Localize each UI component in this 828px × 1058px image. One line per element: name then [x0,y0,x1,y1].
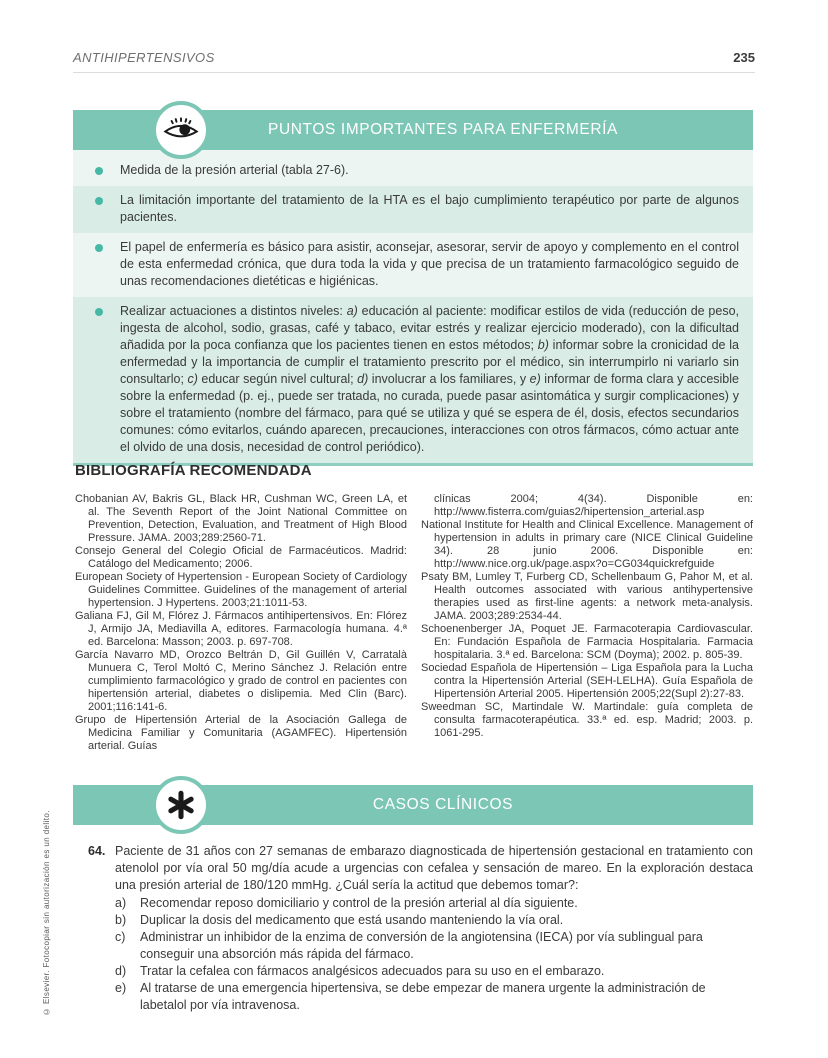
chapter-title: ANTIHIPERTENSIVOS [73,50,215,65]
option-label: a) [115,896,127,910]
nursing-banner-title: PUNTOS IMPORTANTES PARA ENFERMERÍA [268,121,618,139]
nursing-points-box [73,110,753,466]
clinical-cases-box [73,785,753,1014]
option-text: Tratar la cefalea con fármacos analgésicos adecuados para su uso en el embarazo. [140,964,605,978]
option-label: c) [115,930,126,944]
eye-icon [152,101,210,159]
clinical-cases-banner-title: CASOS CLÍNICOS [372,796,514,814]
case-option [115,929,753,963]
option-label: b) [115,913,127,927]
option-text: Duplicar la dosis del medicamento que está usando manteniendo la vía oral. [140,913,564,927]
bullet-text: El papel de enfermería es básico para asistir, aconsejar, asesorar, servir de apoyo y complemento en el control de esta enfermedad crónica, que dura toda la vida y que precisa de un tratamiento farmacológico seguido de unas recomendaciones dietéticas e higiénicas. [120,240,739,288]
reference-item: European Society of Hypertension - European Society of Cardiology Guidelines Committee. Guidelines of the management of arterial hypertension. J Hypertens. 2003;21:1011-53. [75,571,407,609]
reference-item: Consejo General del Colegio Oficial de Farmacéuticos. Madrid: Catálogo del Medicamento; 2006. [75,545,407,570]
case-option [115,912,753,929]
case-body [115,843,753,1014]
bullet-text: Medida de la presión arterial (tabla 27-6). [120,163,349,177]
reference-item-continuation: clínicas 2004; 4(34). Disponible en: http://www.fisterra.com/guias2/hipertension_arterial.asp [434,493,753,518]
bullet-text: Realizar actuaciones a distintos niveles: a) educación al paciente: modificar estilos de vida (reducción de peso, ingesta de alcohol, sodio, grasas, café y tabaco, evitar estrés y realizar ejercicio moderado), con la dificultad añadida por la poca confianza que los pacientes tienen en estos métodos; b) informar sobre la cronicidad de la enfermedad y la importancia de cumplir el tratamiento prescrito por el médico, sin interrumpirlo ni variarlo sin consultarlo; c) educar según nivel cultural; d) involucrar a los familiares, y e) informar de forma clara y accesible sobre la enfermedad (p. ej., puede ser tratada, no curada, puede pasar asintomática y surgir complicaciones) y sobre el tratamiento (nombre del fármaco, para qué se utiliza y qué se espera de él, dosis, efectos secundarios comunes: cómo evitarlos, cuándo aparecen, precauciones, interacciones con otros fármacos, cómo actuar ante el olvido de una dosis, necesidad de control periódico). [120,304,739,454]
list-item [73,297,753,463]
bibliography-column-left [75,493,407,753]
bullet-dot-icon [95,308,103,316]
case-text: Paciente de 31 años con 27 semanas de embarazo diagnosticada de hipertensión gestacional en tratamiento con atenolol por vía oral 50 mg/día acude a urgencias con cefalea y sensación de mareo. En la exploración destaca una presión arterial de 180/120 mmHg. ¿Cuál sería la actitud que debemos tomar?: [115,844,753,892]
nursing-banner [73,110,753,150]
page-number: 235 [733,50,755,65]
list-item [73,186,753,233]
case-option [115,963,753,980]
reference-item: Schoenenberger JA, Poquet JE. Farmacoterapia Cardiovascular. En: Fundación Española de Farmacia Hospitalaria. Farmacia hospitalaria. 3.ª ed. Barcelona: SCM (Doyma); 2002. p. 805-39. [421,623,753,661]
bibliography-column-right [421,493,753,753]
clinical-cases-banner [73,785,753,825]
asterisk-icon [152,776,210,834]
case-option [115,980,753,1014]
reference-item: Grupo de Hipertensión Arterial de la Asociación Gallega de Medicina Familiar y Comunitaria (AGAMFEC). Hipertensión arterial. Guías [75,714,407,752]
clinical-case [73,825,753,1014]
option-text: Al tratarse de una emergencia hipertensiva, se debe empezar de manera urgente la administración de labetalol por vía intravenosa. [140,981,706,1012]
case-option [115,895,753,912]
bullet-dot-icon [95,167,103,175]
bibliography-columns [75,493,753,753]
bullet-dot-icon [95,197,103,205]
reference-item: Sweedman SC, Martindale W. Martindale: guía completa de consulta farmacoterapéutica. 33.ª ed. esp. Madrid; 2003. p. 1061-295. [421,701,753,739]
reference-item: National Institute for Health and Clinical Excellence. Management of hypertension in adults in primary care (NICE Clinical Guideline 34). 28 junio 2006. Disponible en: http://www.nice.org.uk/page.aspx?o=CG034quickrefguide [421,519,753,570]
option-label: d) [115,964,127,978]
reference-item: Galiana FJ, Gil M, Flórez J. Fármacos antihipertensivos. En: Flórez J, Armijo JA, Mediavilla A, editores. Farmacología humana. 4.ª ed. Barcelona: Masson; 2003. p. 697-708. [75,610,407,648]
nursing-bullet-list [73,150,753,466]
bullet-text: La limitación importante del tratamiento de la HTA es el bajo cumplimiento terapéutico por parte de algunos pacientes. [120,193,739,224]
option-text: Administrar un inhibidor de la enzima de conversión de la angiotensina (IECA) por vía sublingual para conseguir una absorción más rápida del fármaco. [140,930,703,961]
reference-item: Sociedad Española de Hipertensión – Liga Española para la Lucha contra la Hipertensión Arterial (SEH-LELHA). Guía Española de Hipertensión Arterial 2005. Hipertensión 2005;22(Supl 2):27-83. [421,662,753,700]
reference-item: Chobanian AV, Bakris GL, Black HR, Cushman WC, Green LA, et al. The Seventh Report of the Joint National Committee on Prevention, Detection, Evaluation, and Treatment of High Blood Pressure. JAMA. 2003;289:2560-71. [75,493,407,544]
running-header [73,50,755,73]
option-text: Recomendar reposo domiciliario y control de la presión arterial al día siguiente. [140,896,578,910]
reference-item: Psaty BM, Lumley T, Furberg CD, Schellenbaum G, Pahor M, et al. Health outcomes associated with various antihypertensive therapies used as first-line agents: a network meta-analysis. JAMA. 2003;289:2534-44. [421,571,753,622]
case-number: 64. [88,844,106,858]
bibliography-section [75,462,753,753]
bibliography-title: BIBLIOGRAFÍA RECOMENDADA [75,462,312,479]
reference-item: García Navarro MD, Orozco Beltrán D, Gil Guillén V, Carratalà Munuera C, Terol Moltó C, Merino Sánchez J. Relación entre cumplimiento farmacológico y grado de control en pacientes con hipertensión arterial, diabetes o dislipemia. Med Clin (Barc). 2001;116:141-6. [75,649,407,713]
copyright-notice: © Elsevier. Fotocopiar sin autorización es un delito. [42,810,51,1016]
list-item [73,233,753,297]
option-label: e) [115,981,127,995]
bullet-dot-icon [95,244,103,252]
